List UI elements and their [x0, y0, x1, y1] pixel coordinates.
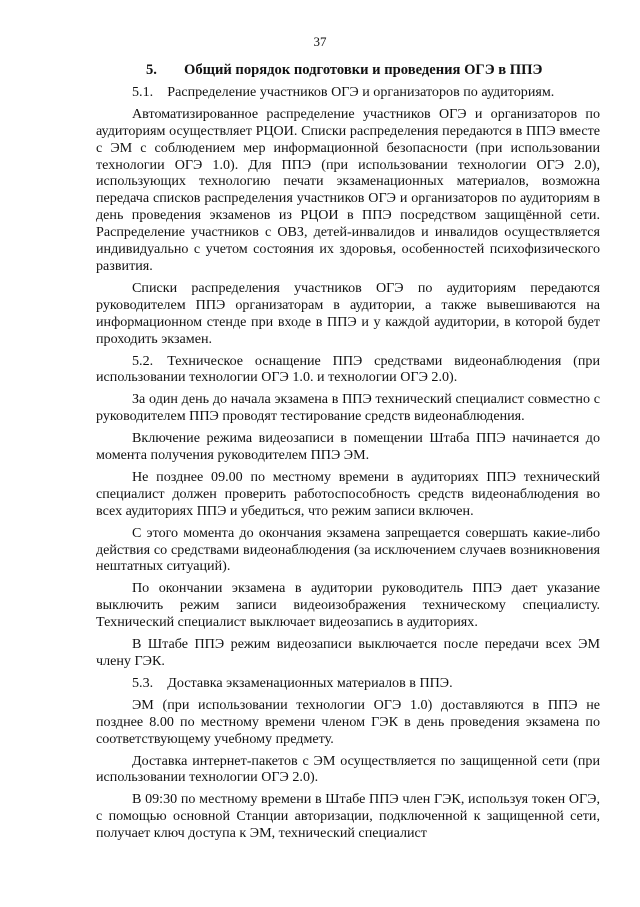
paragraph: ЭМ (при использовании технологии ОГЭ 1.0) доставляются в ППЭ не позднее 8.00 по местному времени членом ГЭК в день проведения экзамена по соответствующему учебному предмету. [96, 696, 600, 747]
section-title: Общий порядок подготовки и проведения ОГЭ в ППЭ [184, 62, 543, 78]
paragraph: 5.2. Техническое оснащение ППЭ средствами видеонаблюдения (при использовании технологии ОГЭ 1.0. и технологии ОГЭ 2.0). [96, 352, 600, 386]
section-number: 5. [146, 62, 157, 78]
paragraph: Не позднее 09.00 по местному времени в аудиториях ППЭ технический специалист должен проверить работоспособность средств видеонаблюдения во всех аудиториях ППЭ и убедиться, что режим записи включен. [96, 468, 600, 519]
paragraph: Включение режима видеозаписи в помещении Штаба ППЭ начинается до момента получения руководителем ППЭ ЭМ. [96, 430, 600, 464]
page-number: 37 [313, 34, 327, 49]
section-heading [96, 62, 600, 79]
paragraph: По окончании экзамена в аудитории руководитель ППЭ дает указание выключить режим записи видеоизображения техническому специалисту. Технический специалист выключает видеозапись в аудиториях. [96, 580, 600, 631]
paragraph: 5.3. Доставка экзаменационных материалов в ППЭ. [132, 674, 453, 691]
paragraph: Автоматизированное распределение участников ОГЭ и организаторов по аудиториям осуществляет РЦОИ. Списки распределения передаются в ППЭ вместе с ЭМ с соблюдением мер информационной безопасности (при использовании технологии ОГЭ 1.0). Для ППЭ (при использовании технологии ОГЭ 2.0), использующих технологию печати экзаменационных материалов, возможна передача списков распределения участников ОГЭ и организаторов по аудиториям в день проведения экзаменов из РЦОИ в ППЭ посредством защищённой сети. Распределение участников с ОВЗ, детей-инвалидов и инвалидов осуществляется индивидуально с учетом состояния их здоровья, особенностей психофизического развития. [96, 105, 600, 274]
paragraph: В Штабе ППЭ режим видеозаписи выключается после передачи всех ЭМ члену ГЭК. [96, 636, 600, 669]
paragraph: За один день до начала экзамена в ППЭ технический специалист совместно с руководителем ППЭ проводят тестирование средств видеонаблюдения. [96, 391, 600, 425]
paragraph: В 09:30 по местному времени в Штабе ППЭ член ГЭК, используя токен ОГЭ, с помощью основной Станции авторизации, подключенной к защищенной сети, получает ключ доступа к ЭМ, технический специалист [96, 791, 600, 842]
document-body [96, 62, 600, 847]
paragraph: Списки распределения участников ОГЭ по аудиториям передаются руководителем ППЭ организаторам в аудитории, а также вывешиваются на информационном стенде при входе в ППЭ и у каждой аудитории, в которой будет проходить экзамен. [96, 279, 600, 347]
paragraph: С этого момента до окончания экзамена запрещается совершать какие-либо действия со средствами видеонаблюдения (за исключением случаев возникновения нештатных ситуаций). [96, 524, 600, 575]
paragraph: Доставка интернет-пакетов с ЭМ осуществляется по защищенной сети (при использовании технологии ОГЭ 2.0). [96, 752, 600, 786]
paragraph: 5.1. Распределение участников ОГЭ и организаторов по аудиториям. [132, 83, 555, 100]
